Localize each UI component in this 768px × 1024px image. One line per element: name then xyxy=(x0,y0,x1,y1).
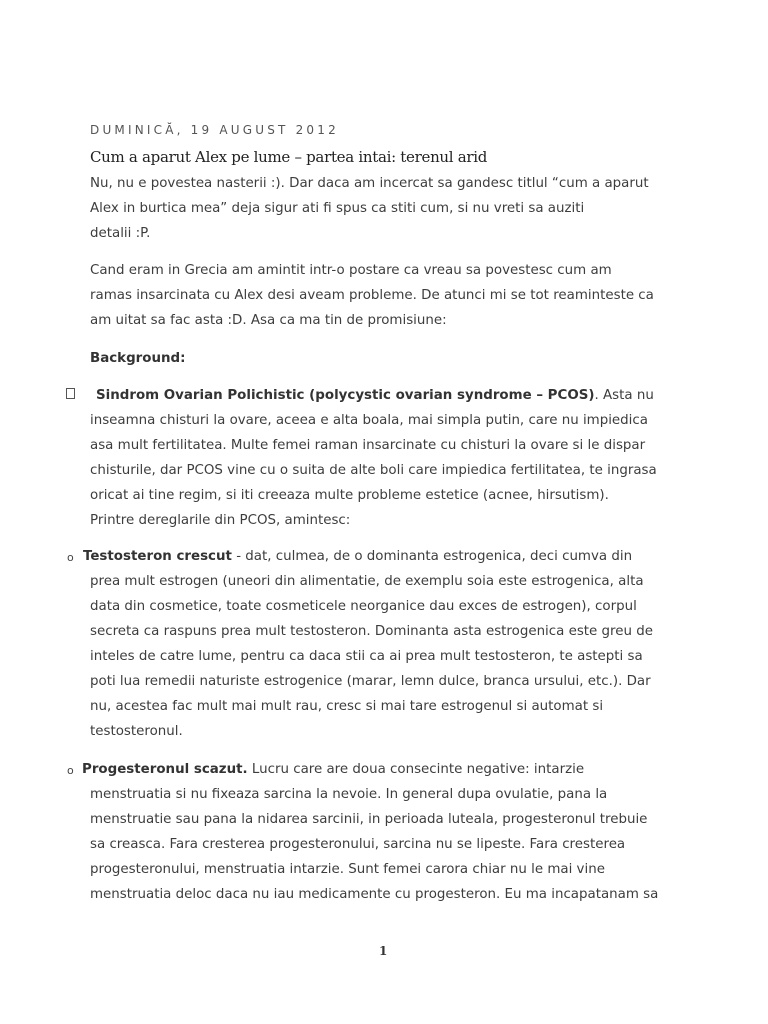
text-line: inteles de catre lume, pentru ca daca stii ca ai prea mult testosteron, te astepti sa xyxy=(90,649,643,664)
background-heading: Background: xyxy=(90,351,186,366)
text-line: testosteronul. xyxy=(90,724,183,739)
text-line: detalii :P. xyxy=(90,226,151,241)
text-line xyxy=(90,383,657,408)
post-date: DUMINICĂ, 19 AUGUST 2012 xyxy=(90,123,339,137)
pcos-list-item xyxy=(90,383,657,533)
text-line: data din cosmetice, toate cosmeticele neorganice dau exces de estrogen), corpul xyxy=(90,599,637,614)
text-line: Alex in burtica mea” deja sigur ati fi spus ca stiti cum, si nu vreti sa auziti xyxy=(90,201,585,216)
pcos-term: Sindrom Ovarian Polichistic (polycystic ovarian syndrome – PCOS) xyxy=(96,388,595,403)
text-line: ramas insarcinata cu Alex desi aveam probleme. De atunci mi se tot reaminteste ca xyxy=(90,288,654,303)
circle-bullet-icon: o xyxy=(67,551,74,564)
testosteron-term: Testosteron crescut xyxy=(83,549,232,564)
page-number: 1 xyxy=(379,944,388,958)
post-title: Cum a aparut Alex pe lume – partea intai: terenul arid xyxy=(90,148,488,166)
text-line: asa mult fertilitatea. Multe femei raman insarcinate cu chisturi la ovare si le dispar xyxy=(90,438,646,453)
text-line: Cand eram in Grecia am amintit intr-o postare ca vreau sa povestesc cum am xyxy=(90,263,612,278)
text-line: oricat ai tine regim, si iti creeaza multe probleme estetice (acnee, hirsutism). xyxy=(90,488,609,503)
second-paragraph xyxy=(90,258,654,333)
progesteron-list-item xyxy=(82,757,659,907)
text-line xyxy=(83,544,653,569)
text-line xyxy=(82,757,658,782)
testosteron-list-item xyxy=(83,544,653,744)
progesteron-term: Progesteronul scazut. xyxy=(82,762,248,777)
square-bullet-icon xyxy=(66,388,75,399)
text-line: menstruatia si nu fixeaza sarcina la nevoie. In general dupa ovulatie, pana la xyxy=(90,787,608,802)
pcos-first-line-rest: . Asta nu xyxy=(594,388,654,403)
text-line: menstruatia deloc daca nu iau medicamente cu progesteron. Eu ma incapatanam sa xyxy=(90,887,659,902)
text-line: sa creasca. Fara cresterea progesteronului, sarcina nu se lipeste. Fara cresterea xyxy=(90,837,626,852)
text-line: nu, acestea fac mult mai mult rau, cresc si mai tare estrogenul si automat si xyxy=(90,699,604,714)
text-line: secreta ca raspuns prea mult testosteron. Dominanta asta estrogenica este greu de xyxy=(90,624,653,639)
text-line: menstruatie sau pana la nidarea sarcinii, in perioada luteala, progesteronul trebuie xyxy=(90,812,648,827)
text-line: inseamna chisturi la ovare, aceea e alta boala, mai simpla putin, care nu impiedica xyxy=(90,413,648,428)
text-line: poti lua remedii naturiste estrogenice (marar, lemn dulce, branca ursului, etc.). Dar xyxy=(90,674,651,689)
circle-bullet-icon: o xyxy=(67,764,74,777)
text-line: prea mult estrogen (uneori din alimentatie, de exemplu soia este estrogenica, alta xyxy=(90,574,644,589)
text-line: progesteronului, menstruatia intarzie. Sunt femei carora chiar nu le mai vine xyxy=(90,862,605,877)
progesteron-first-line-rest: Lucru care are doua consecinte negative: intarzie xyxy=(247,762,585,777)
text-line: chisturile, dar PCOS vine cu o suita de alte boli care impiedica fertilitatea, te ingrasa xyxy=(90,463,657,478)
testosteron-first-line-rest: - dat, culmea, de o dominanta estrogenica, deci cumva din xyxy=(231,549,633,564)
intro-paragraph xyxy=(90,171,649,246)
text-line: am uitat sa fac asta :D. Asa ca ma tin de promisiune: xyxy=(90,313,447,328)
text-line: Nu, nu e povestea nasterii :). Dar daca am incercat sa gandesc titlul “cum a aparut xyxy=(90,176,649,191)
text-line: Printre dereglarile din PCOS, amintesc: xyxy=(90,513,351,528)
